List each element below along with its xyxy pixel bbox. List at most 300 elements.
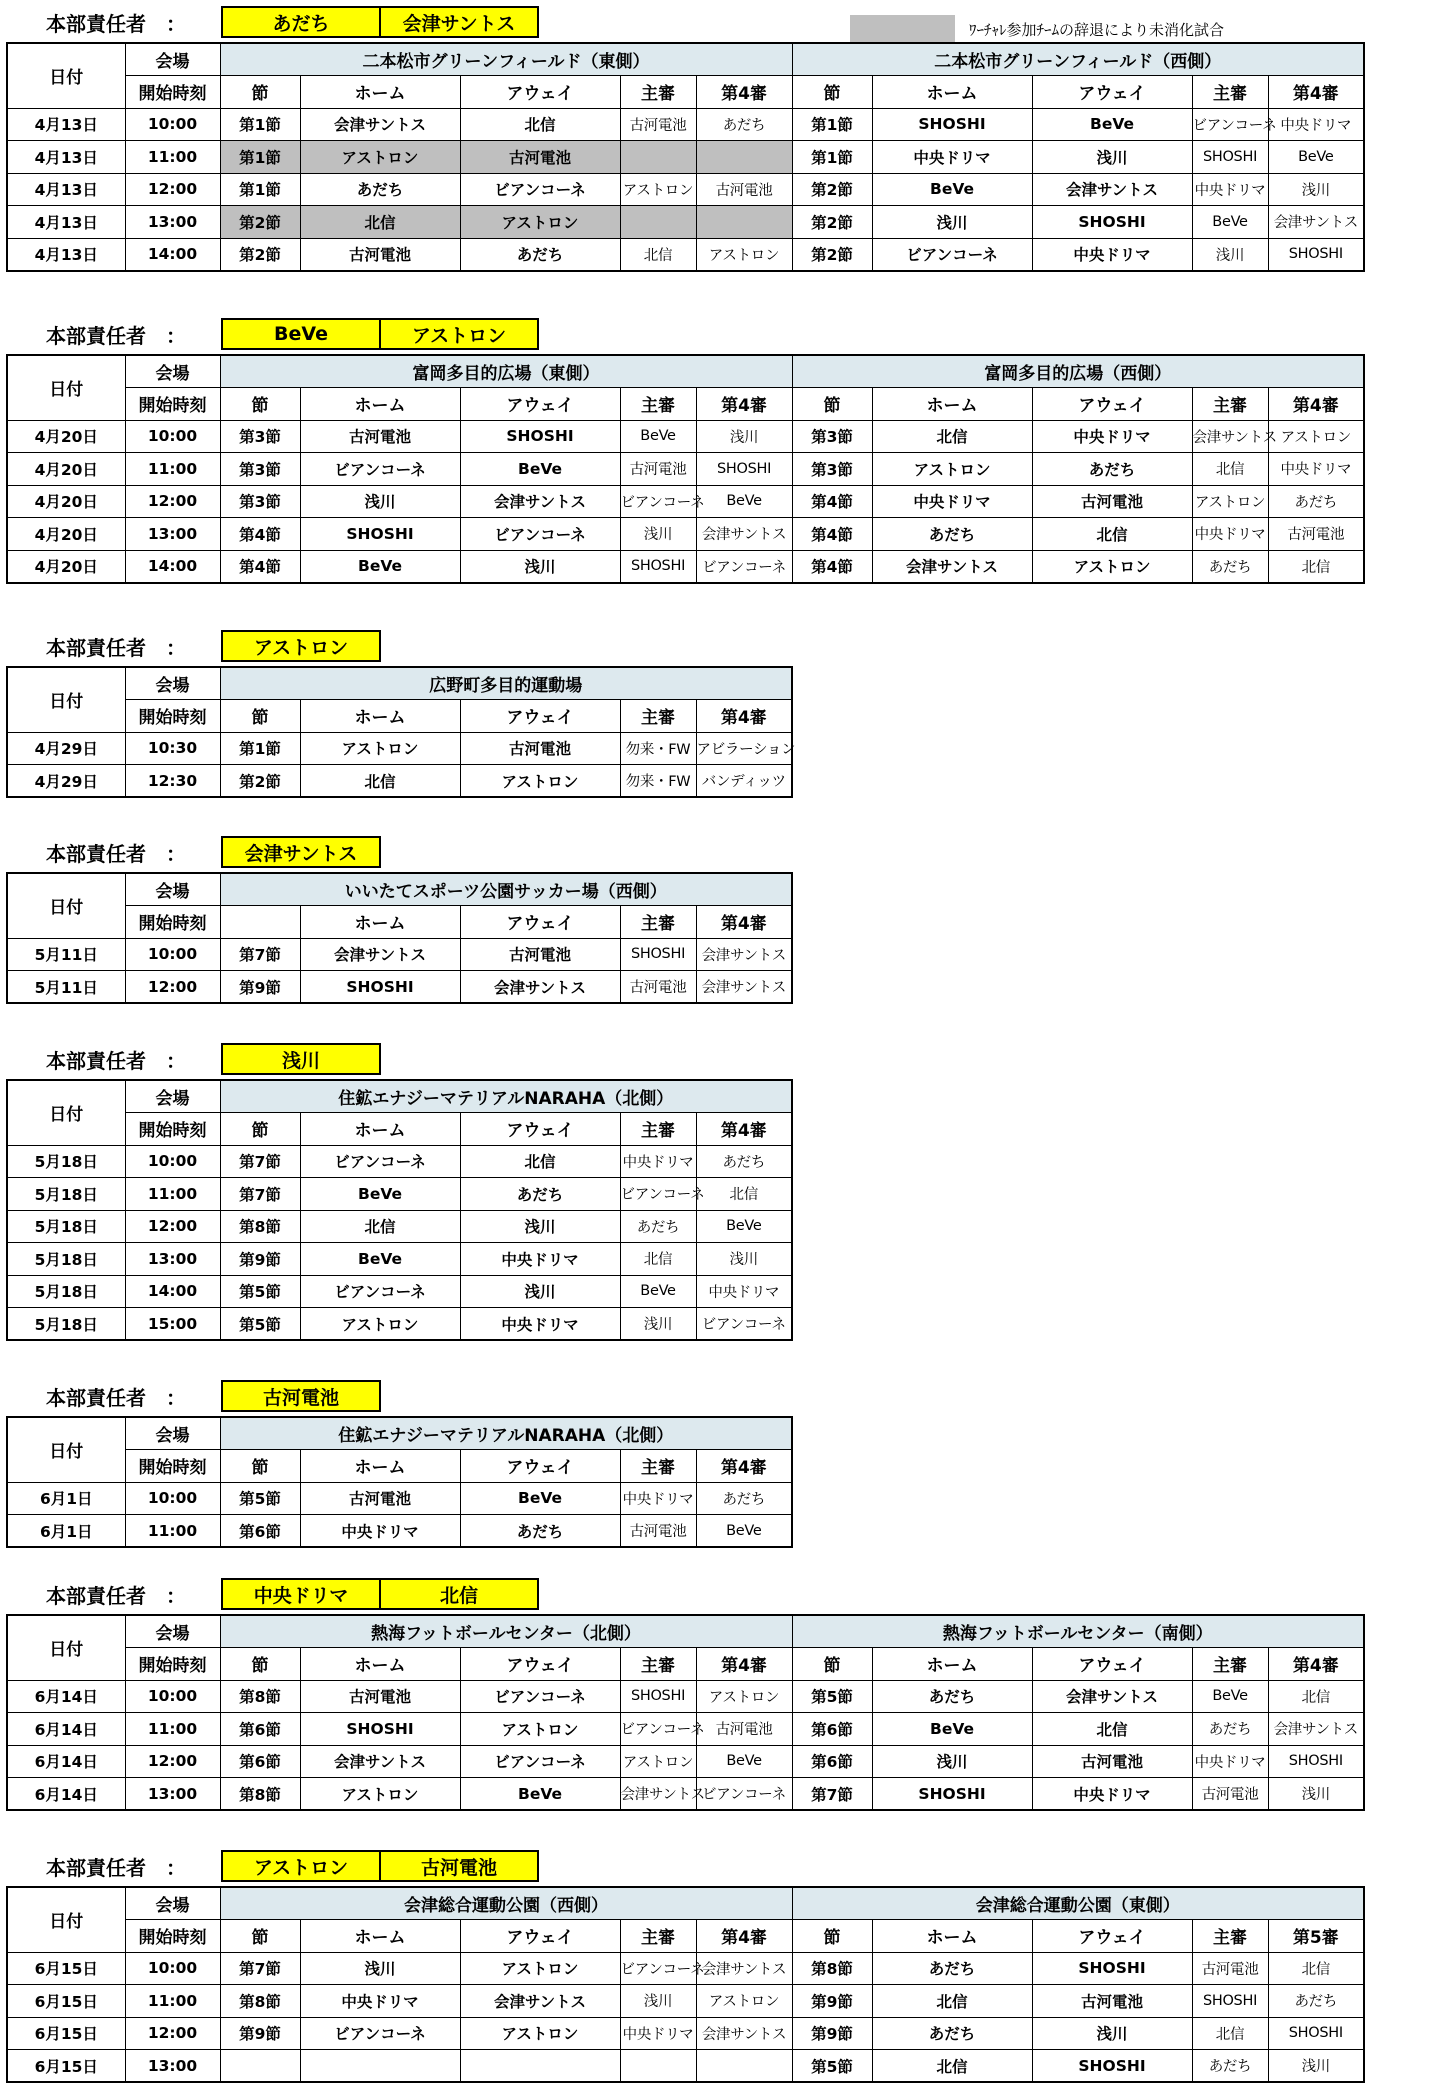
away-team-cell: SHOSHI xyxy=(1032,206,1192,239)
away-team-cell: 古河電池 xyxy=(460,141,620,174)
referee-cell: 中央ドリマ xyxy=(620,1482,696,1515)
venue-row xyxy=(7,1887,1364,1920)
home-team-cell: 古河電池 xyxy=(300,1482,460,1515)
date-header: 日付 xyxy=(7,1615,125,1680)
home-team-cell: ビアンコーネ xyxy=(872,238,1032,271)
column-header: 節 xyxy=(792,388,872,421)
round-cell: 第9節 xyxy=(220,2017,300,2050)
match-time: 12:00 xyxy=(125,971,220,1004)
column-header: 節 xyxy=(792,76,872,109)
match-table xyxy=(6,1614,1365,1811)
fourth-official-cell: BeVe xyxy=(696,1515,792,1548)
away-team-cell: あだち xyxy=(460,1178,620,1211)
round-cell: 第3節 xyxy=(220,453,300,486)
match-time: 10:00 xyxy=(125,938,220,971)
match-time: 12:00 xyxy=(125,173,220,206)
away-team-cell: 北信 xyxy=(1032,518,1192,551)
away-team-cell: 会津サントス xyxy=(460,485,620,518)
home-team-cell xyxy=(300,2050,460,2083)
column-header: 第4審 xyxy=(696,1113,792,1146)
home-team-cell: SHOSHI xyxy=(872,1778,1032,1811)
column-header: 主審 xyxy=(1192,1648,1268,1681)
manager-team-box: 会津サントス xyxy=(379,6,539,38)
fourth-official-cell: BeVe xyxy=(696,485,792,518)
start-time-label: 開始時刻 xyxy=(125,1113,220,1146)
round-cell: 第8節 xyxy=(220,1680,300,1713)
round-cell: 第7節 xyxy=(792,1778,872,1811)
match-date: 4月29日 xyxy=(7,732,125,765)
match-time: 12:00 xyxy=(125,1745,220,1778)
home-team-cell: アストロン xyxy=(300,141,460,174)
round-cell: 第2節 xyxy=(220,206,300,239)
start-time-label: 開始時刻 xyxy=(125,1648,220,1681)
manager-team-box: アストロン xyxy=(221,1850,381,1882)
round-cell: 第4節 xyxy=(220,518,300,551)
match-date: 4月20日 xyxy=(7,420,125,453)
match-time: 11:00 xyxy=(125,1985,220,2018)
match-date: 6月14日 xyxy=(7,1713,125,1746)
home-team-cell: BeVe xyxy=(872,173,1032,206)
manager-team-box: 北信 xyxy=(379,1578,539,1610)
match-time: 11:00 xyxy=(125,1178,220,1211)
fourth-official-cell: ビアンコーネ xyxy=(696,1308,792,1341)
round-cell: 第9節 xyxy=(220,971,300,1004)
venue-row xyxy=(7,43,1364,76)
venue-name: 熱海フットボールセンター（南側） xyxy=(792,1615,1364,1648)
column-header: 第4審 xyxy=(696,76,792,109)
venue-name: 会津総合運動公園（西側） xyxy=(220,1887,792,1920)
start-time-label: 開始時刻 xyxy=(125,1920,220,1953)
column-header-row xyxy=(7,76,1364,109)
round-cell: 第8節 xyxy=(792,1952,872,1985)
date-header: 日付 xyxy=(7,873,125,938)
match-row xyxy=(7,1680,1364,1713)
away-team-cell: 古河電池 xyxy=(460,732,620,765)
home-team-cell: アストロン xyxy=(300,1778,460,1811)
home-team-cell: ビアンコーネ xyxy=(300,1145,460,1178)
home-team-cell: BeVe xyxy=(300,550,460,583)
round-cell: 第8節 xyxy=(220,1210,300,1243)
fourth-official-cell: 北信 xyxy=(696,1178,792,1211)
match-date: 6月15日 xyxy=(7,2017,125,2050)
referee-cell xyxy=(620,141,696,174)
column-header: 主審 xyxy=(620,76,696,109)
fourth-official-cell: 古河電池 xyxy=(696,173,792,206)
round-cell: 第3節 xyxy=(220,485,300,518)
manager-header xyxy=(6,6,1365,38)
column-header: 第4審 xyxy=(1268,1648,1364,1681)
fourth-official-cell xyxy=(696,206,792,239)
venue-name: 富岡多目的広場（西側） xyxy=(792,355,1364,388)
fourth-official-cell: BeVe xyxy=(696,1745,792,1778)
home-team-cell: SHOSHI xyxy=(300,518,460,551)
match-row xyxy=(7,173,1364,206)
referee-cell: BeVe xyxy=(1192,206,1268,239)
away-team-cell xyxy=(460,2050,620,2083)
venue-label: 会場 xyxy=(125,1615,220,1648)
start-time-label: 開始時刻 xyxy=(125,906,220,939)
match-time: 11:00 xyxy=(125,453,220,486)
round-cell: 第4節 xyxy=(792,550,872,583)
match-date: 5月18日 xyxy=(7,1275,125,1308)
match-time: 13:00 xyxy=(125,518,220,551)
column-header: 節 xyxy=(220,700,300,733)
venue-name: 二本松市グリーンフィールド（西側） xyxy=(792,43,1364,76)
away-team-cell: 古河電池 xyxy=(1032,1745,1192,1778)
schedule-section xyxy=(6,1043,793,1341)
fourth-official-cell: あだち xyxy=(696,1145,792,1178)
column-header-row xyxy=(7,1113,792,1146)
schedule-section xyxy=(6,836,793,1004)
home-team-cell: 中央ドリマ xyxy=(300,1985,460,2018)
match-time: 10:00 xyxy=(125,420,220,453)
column-header: アウェイ xyxy=(1032,1920,1192,1953)
manager-label: 本部責任者 ： xyxy=(46,1855,186,1880)
match-date: 6月15日 xyxy=(7,1952,125,1985)
home-team-cell: あだち xyxy=(300,173,460,206)
referee-cell: BeVe xyxy=(1192,1680,1268,1713)
referee-cell: 古河電池 xyxy=(620,108,696,141)
match-date: 6月14日 xyxy=(7,1745,125,1778)
referee-cell: 浅川 xyxy=(1192,238,1268,271)
home-team-cell: 会津サントス xyxy=(300,1745,460,1778)
manager-team-box: あだち xyxy=(221,6,381,38)
away-team-cell: アストロン xyxy=(460,765,620,798)
round-cell: 第2節 xyxy=(792,173,872,206)
round-cell: 第8節 xyxy=(220,1985,300,2018)
column-header: アウェイ xyxy=(460,906,620,939)
round-cell: 第4節 xyxy=(792,518,872,551)
round-cell: 第8節 xyxy=(220,1778,300,1811)
away-team-cell: ビアンコーネ xyxy=(460,518,620,551)
referee-cell: 浅川 xyxy=(620,518,696,551)
column-header: 主審 xyxy=(1192,76,1268,109)
away-team-cell: 会津サントス xyxy=(1032,173,1192,206)
round-cell: 第1節 xyxy=(220,173,300,206)
home-team-cell: 会津サントス xyxy=(872,550,1032,583)
referee-cell: BeVe xyxy=(620,1275,696,1308)
fourth-official-cell: BeVe xyxy=(696,1210,792,1243)
fourth-official-cell: 会津サントス xyxy=(696,938,792,971)
match-time: 11:00 xyxy=(125,1713,220,1746)
away-team-cell: BeVe xyxy=(460,453,620,486)
manager-team-box: 中央ドリマ xyxy=(221,1578,381,1610)
fourth-official-cell: 会津サントス xyxy=(1268,206,1364,239)
date-header: 日付 xyxy=(7,1080,125,1145)
match-row xyxy=(7,1952,1364,1985)
manager-team-box: BeVe xyxy=(221,318,381,350)
fourth-official-cell: あだち xyxy=(1268,485,1364,518)
fourth-official-cell: 中央ドリマ xyxy=(1268,108,1364,141)
round-cell: 第9節 xyxy=(792,1985,872,2018)
venue-name: 会津総合運動公園（東側） xyxy=(792,1887,1364,1920)
away-team-cell: ビアンコーネ xyxy=(460,173,620,206)
match-row xyxy=(7,238,1364,271)
home-team-cell: 北信 xyxy=(872,420,1032,453)
fourth-official-cell: 会津サントス xyxy=(696,2017,792,2050)
match-date: 6月15日 xyxy=(7,1985,125,2018)
away-team-cell: あだち xyxy=(460,1515,620,1548)
schedule-section xyxy=(6,1380,793,1548)
home-team-cell: 北信 xyxy=(872,2050,1032,2083)
venue-name: 富岡多目的広場（東側） xyxy=(220,355,792,388)
manager-header xyxy=(6,1043,793,1075)
start-time-label: 開始時刻 xyxy=(125,1450,220,1483)
fourth-official-cell: SHOSHI xyxy=(1268,1745,1364,1778)
home-team-cell: 北信 xyxy=(300,1210,460,1243)
home-team-cell: BeVe xyxy=(300,1243,460,1276)
fourth-official-cell: 会津サントス xyxy=(1268,1713,1364,1746)
match-time: 10:00 xyxy=(125,1952,220,1985)
referee-cell: 北信 xyxy=(1192,453,1268,486)
round-cell: 第5節 xyxy=(220,1275,300,1308)
column-header: 主審 xyxy=(620,1920,696,1953)
home-team-cell: あだち xyxy=(872,1680,1032,1713)
column-header-row xyxy=(7,1920,1364,1953)
away-team-cell: 浅川 xyxy=(460,1275,620,1308)
round-cell: 第7節 xyxy=(220,1178,300,1211)
column-header: アウェイ xyxy=(460,700,620,733)
round-cell: 第5節 xyxy=(220,1482,300,1515)
away-team-cell: 浅川 xyxy=(460,550,620,583)
manager-team-box: アストロン xyxy=(379,318,539,350)
match-time: 12:00 xyxy=(125,1210,220,1243)
home-team-cell: 会津サントス xyxy=(300,108,460,141)
manager-header xyxy=(6,318,1365,350)
referee-cell: ビアンコーネ xyxy=(620,485,696,518)
referee-cell: 会津サントス xyxy=(620,1778,696,1811)
home-team-cell: 中央ドリマ xyxy=(872,485,1032,518)
match-date: 6月15日 xyxy=(7,2050,125,2083)
round-cell: 第2節 xyxy=(792,238,872,271)
manager-header xyxy=(6,1578,1365,1610)
round-cell: 第6節 xyxy=(792,1745,872,1778)
round-cell: 第6節 xyxy=(220,1515,300,1548)
referee-cell: 古河電池 xyxy=(620,1515,696,1548)
column-header: 第4審 xyxy=(696,1648,792,1681)
match-time: 11:00 xyxy=(125,141,220,174)
away-team-cell: BeVe xyxy=(1032,108,1192,141)
schedule-section xyxy=(6,1850,1365,2083)
match-date: 5月18日 xyxy=(7,1243,125,1276)
fourth-official-cell: あだち xyxy=(696,108,792,141)
home-team-cell: あだち xyxy=(872,2017,1032,2050)
home-team-cell: アストロン xyxy=(872,453,1032,486)
away-team-cell: 浅川 xyxy=(1032,141,1192,174)
match-time: 12:00 xyxy=(125,2017,220,2050)
round-cell: 第4節 xyxy=(792,485,872,518)
referee-cell: 中央ドリマ xyxy=(1192,173,1268,206)
match-date: 4月13日 xyxy=(7,238,125,271)
match-row xyxy=(7,2050,1364,2083)
manager-team-box: 浅川 xyxy=(221,1043,381,1075)
column-header: 主審 xyxy=(620,700,696,733)
home-team-cell: 中央ドリマ xyxy=(300,1515,460,1548)
home-team-cell: BeVe xyxy=(300,1178,460,1211)
column-header: 節 xyxy=(792,1920,872,1953)
match-date: 5月18日 xyxy=(7,1145,125,1178)
fourth-official-cell xyxy=(696,2050,792,2083)
match-row xyxy=(7,1713,1364,1746)
match-time: 11:00 xyxy=(125,1515,220,1548)
manager-team-box: 会津サントス xyxy=(221,836,381,868)
fourth-official-cell: 浅川 xyxy=(1268,173,1364,206)
round-cell: 第5節 xyxy=(220,1308,300,1341)
venue-row xyxy=(7,1417,792,1450)
fourth-official-cell: SHOSHI xyxy=(1268,2017,1364,2050)
column-header-row xyxy=(7,1450,792,1483)
home-team-cell: あだち xyxy=(872,518,1032,551)
fourth-official-cell: 古河電池 xyxy=(1268,518,1364,551)
home-team-cell: 中央ドリマ xyxy=(872,141,1032,174)
away-team-cell: あだち xyxy=(1032,453,1192,486)
round-cell: 第5節 xyxy=(792,2050,872,2083)
home-team-cell: 古河電池 xyxy=(300,420,460,453)
referee-cell: 会津サントス xyxy=(1192,420,1268,453)
match-row xyxy=(7,1308,792,1341)
venue-label: 会場 xyxy=(125,1417,220,1450)
match-row xyxy=(7,765,792,798)
venue-name: 住鉱エナジーマテリアルNARAHA（北側） xyxy=(220,1080,792,1113)
match-row xyxy=(7,1515,792,1548)
column-header: 第4審 xyxy=(696,1920,792,1953)
manager-label: 本部責任者 ： xyxy=(46,1048,186,1073)
referee-cell: 中央ドリマ xyxy=(1192,518,1268,551)
fourth-official-cell: ビアンコーネ xyxy=(696,1778,792,1811)
column-header: 第4審 xyxy=(1268,76,1364,109)
column-header: アウェイ xyxy=(460,388,620,421)
referee-cell: SHOSHI xyxy=(1192,1985,1268,2018)
column-header: 第4審 xyxy=(696,906,792,939)
match-date: 4月13日 xyxy=(7,108,125,141)
date-header: 日付 xyxy=(7,355,125,420)
venue-name: 熱海フットボールセンター（北側） xyxy=(220,1615,792,1648)
match-row xyxy=(7,732,792,765)
match-time: 12:00 xyxy=(125,485,220,518)
column-header: ホーム xyxy=(872,76,1032,109)
date-header: 日付 xyxy=(7,667,125,732)
home-team-cell: 会津サントス xyxy=(300,938,460,971)
match-row xyxy=(7,1210,792,1243)
column-header: 主審 xyxy=(620,1450,696,1483)
match-date: 4月13日 xyxy=(7,141,125,174)
column-header: 第5審 xyxy=(1268,1920,1364,1953)
column-header: 節 xyxy=(220,76,300,109)
column-header: アウェイ xyxy=(1032,76,1192,109)
match-row xyxy=(7,485,1364,518)
fourth-official-cell: バンディッツ xyxy=(696,765,792,798)
match-row xyxy=(7,1243,792,1276)
round-cell: 第3節 xyxy=(792,453,872,486)
round-cell: 第6節 xyxy=(220,1745,300,1778)
column-header: 節 xyxy=(792,1648,872,1681)
column-header: 主審 xyxy=(620,388,696,421)
column-header: 第4審 xyxy=(696,1450,792,1483)
column-header: ホーム xyxy=(300,1113,460,1146)
away-team-cell: SHOSHI xyxy=(1032,1952,1192,1985)
manager-label: 本部責任者 ： xyxy=(46,323,186,348)
column-header: 節 xyxy=(220,1648,300,1681)
away-team-cell: ビアンコーネ xyxy=(460,1745,620,1778)
match-date: 4月13日 xyxy=(7,206,125,239)
round-cell: 第9節 xyxy=(792,2017,872,2050)
referee-cell: あだち xyxy=(1192,550,1268,583)
home-team-cell: BeVe xyxy=(872,1713,1032,1746)
manager-header xyxy=(6,1850,1365,1882)
fourth-official-cell: 古河電池 xyxy=(696,1713,792,1746)
away-team-cell: 中央ドリマ xyxy=(1032,1778,1192,1811)
column-header: ホーム xyxy=(300,906,460,939)
match-time: 15:00 xyxy=(125,1308,220,1341)
column-header: 第4審 xyxy=(1268,388,1364,421)
column-header: 節 xyxy=(220,1920,300,1953)
column-header: アウェイ xyxy=(1032,1648,1192,1681)
match-date: 5月18日 xyxy=(7,1210,125,1243)
match-table xyxy=(6,42,1365,272)
referee-cell: ビアンコーネ xyxy=(620,1713,696,1746)
match-row xyxy=(7,1482,792,1515)
referee-cell: 浅川 xyxy=(620,1308,696,1341)
column-header: アウェイ xyxy=(460,1648,620,1681)
column-header: アウェイ xyxy=(460,1113,620,1146)
venue-label: 会場 xyxy=(125,873,220,906)
round-cell: 第3節 xyxy=(792,420,872,453)
referee-cell xyxy=(620,2050,696,2083)
match-date: 6月1日 xyxy=(7,1515,125,1548)
column-header: 主審 xyxy=(620,1648,696,1681)
away-team-cell: 会津サントス xyxy=(1032,1680,1192,1713)
referee-cell: 古河電池 xyxy=(1192,1952,1268,1985)
match-time: 14:00 xyxy=(125,238,220,271)
column-header-row xyxy=(7,1648,1364,1681)
home-team-cell: SHOSHI xyxy=(300,971,460,1004)
round-cell: 第7節 xyxy=(220,1952,300,1985)
away-team-cell: あだち xyxy=(460,238,620,271)
match-time: 10:30 xyxy=(125,732,220,765)
referee-cell: 北信 xyxy=(620,1243,696,1276)
referee-cell xyxy=(620,206,696,239)
match-row xyxy=(7,108,1364,141)
match-row xyxy=(7,206,1364,239)
column-header: 主審 xyxy=(620,1113,696,1146)
venue-label: 会場 xyxy=(125,1887,220,1920)
away-team-cell: 北信 xyxy=(460,108,620,141)
match-time: 10:00 xyxy=(125,1680,220,1713)
fourth-official-cell: SHOSHI xyxy=(1268,238,1364,271)
away-team-cell: 古河電池 xyxy=(1032,1985,1192,2018)
match-row xyxy=(7,1275,792,1308)
manager-label: 本部責任者 ： xyxy=(46,635,186,660)
schedule-section xyxy=(6,630,796,798)
round-cell: 第1節 xyxy=(220,141,300,174)
away-team-cell: アストロン xyxy=(1032,550,1192,583)
match-time: 12:30 xyxy=(125,765,220,798)
fourth-official-cell: アストロン xyxy=(696,238,792,271)
away-team-cell: 古河電池 xyxy=(460,938,620,971)
round-cell: 第1節 xyxy=(792,141,872,174)
date-header: 日付 xyxy=(7,1887,125,1952)
match-date: 6月14日 xyxy=(7,1680,125,1713)
match-time: 14:00 xyxy=(125,550,220,583)
home-team-cell: 北信 xyxy=(872,1985,1032,2018)
column-header: 第4審 xyxy=(696,388,792,421)
schedule-section xyxy=(6,6,1365,272)
match-date: 4月20日 xyxy=(7,518,125,551)
round-cell: 第6節 xyxy=(792,1713,872,1746)
fourth-official-cell: 北信 xyxy=(1268,1952,1364,1985)
match-row xyxy=(7,1145,792,1178)
fourth-official-cell xyxy=(696,141,792,174)
